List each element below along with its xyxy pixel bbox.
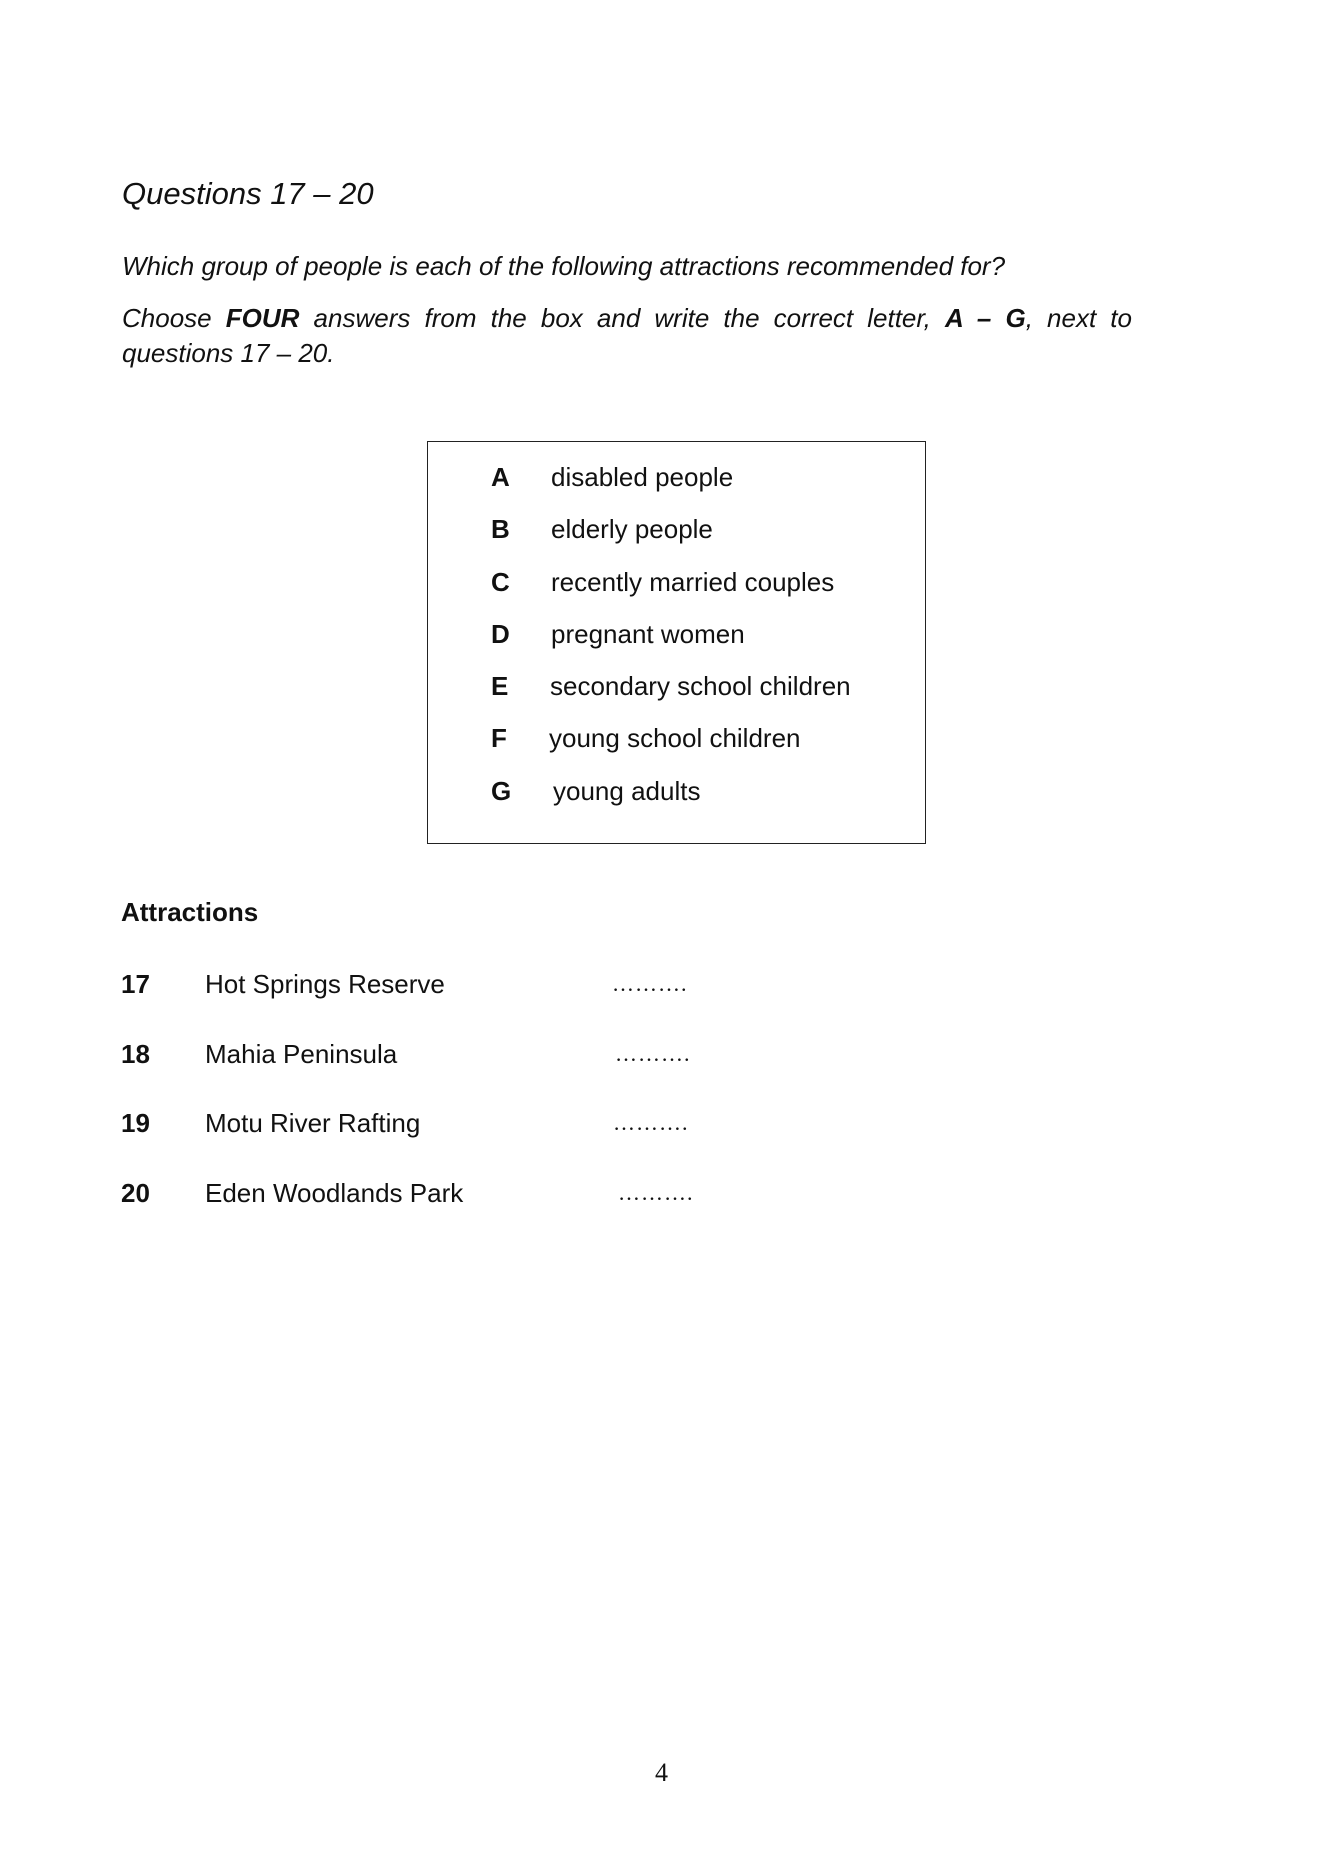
attraction-row — [121, 1037, 821, 1071]
question-number: 19 — [121, 1108, 150, 1138]
option-text: pregnant women — [551, 619, 745, 649]
question-number: 20 — [121, 1178, 150, 1208]
instruction-emphasis: FOUR — [225, 303, 300, 333]
instruction-text: Choose — [122, 303, 226, 333]
instruction-emphasis: A – G — [944, 303, 1026, 333]
option-letter: A — [491, 462, 510, 492]
option-text: elderly people — [551, 514, 713, 544]
option-letter: C — [491, 567, 510, 597]
option-text: secondary school children — [550, 671, 851, 701]
attraction-name: Mahia Peninsula — [205, 1039, 398, 1069]
attraction-name: Motu River Rafting — [205, 1108, 421, 1138]
instruction-choose — [122, 301, 1132, 371]
option-letter: D — [491, 619, 510, 649]
answer-blank[interactable]: ………. — [618, 1180, 694, 1205]
attractions-heading: Attractions — [121, 897, 259, 927]
attraction-row — [121, 1106, 821, 1140]
option-letter: G — [491, 776, 512, 806]
answer-blank[interactable]: ………. — [613, 1110, 689, 1135]
option-letter: E — [491, 671, 509, 701]
option-text: disabled people — [551, 462, 734, 492]
option-letter: F — [491, 723, 507, 753]
question-number: 18 — [121, 1039, 150, 1069]
instruction-question — [122, 249, 1132, 284]
option-text: young adults — [553, 776, 701, 806]
attraction-name: Eden Woodlands Park — [205, 1178, 464, 1208]
attraction-row — [121, 967, 821, 1001]
question-number: 17 — [121, 969, 150, 999]
options-box — [427, 441, 926, 844]
option-letter: B — [491, 514, 510, 544]
instruction-text: , next to questions 17 – 20. — [122, 303, 1132, 368]
instruction-text: Which group of people is each of the following attractions recommended for? — [122, 251, 1006, 281]
answer-blank[interactable]: ………. — [612, 971, 688, 996]
page-number: 4 — [655, 1758, 668, 1787]
option-text: recently married couples — [551, 567, 835, 597]
section-heading: Questions 17 – 20 — [122, 176, 374, 211]
option-text: young school children — [549, 723, 801, 753]
answer-blank[interactable]: ………. — [615, 1041, 691, 1066]
instruction-text: answers from the box and write the correct letter, — [299, 303, 945, 333]
attraction-row — [121, 1176, 821, 1210]
attraction-name: Hot Springs Reserve — [205, 969, 445, 999]
